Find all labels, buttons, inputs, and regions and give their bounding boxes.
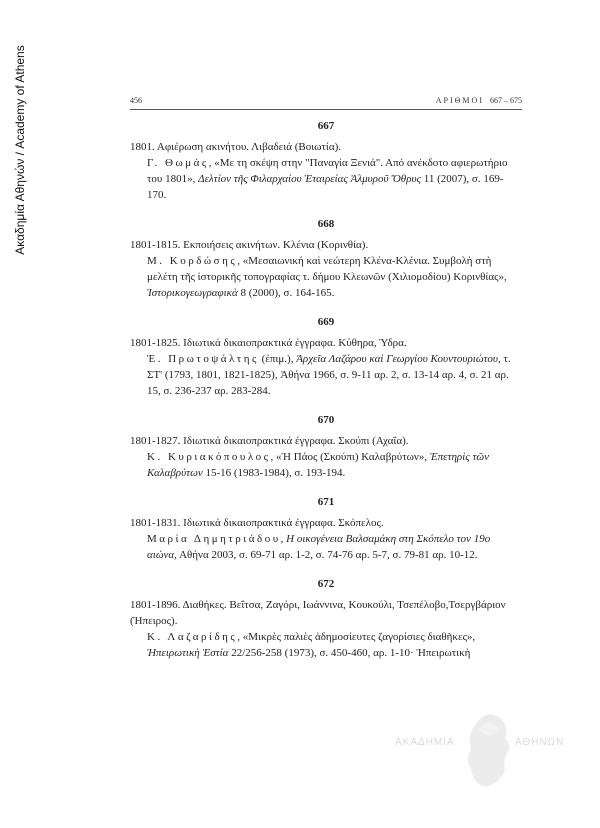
citation-details: 8 (2000), σ. 164-165. — [237, 287, 335, 299]
citation-text: , «Μικρὲς παλιὲς ἀδημοσίευτες ζαγορίσιες διαθῆκες», — [237, 631, 476, 643]
entry-667 — [130, 119, 522, 203]
citation-journal: Δελτίον τῆς Φιλαρχαίου Ἑταιρείας Ἁλμυροῦ Ὄθρυς — [198, 173, 421, 185]
citation-author: Ἐ. Πρωτοψάλτης — [147, 353, 259, 365]
entry-citation — [130, 449, 522, 481]
running-range: 667 – 675 — [490, 96, 522, 105]
citation-author: Μ. Κορδώσης — [147, 255, 238, 267]
header-rule — [130, 109, 522, 110]
entry-heading: 1801-1831. Ιδιωτικά δικαιοπρακτικά έγγραφα. Σκόπελος. — [130, 517, 384, 529]
entry-669 — [130, 315, 522, 399]
entry-heading: 1801-1896. Διαθήκες. Βεΐτσα, Ζαγόρι, Ιωάννινα, Κουκούλι, Τσεπέλοβο,Τσεργβάριον (Ήπειρος). — [130, 599, 506, 627]
running-title-text: ΑΡΙΘΜΟΙ — [435, 96, 484, 105]
watermark-text-left: ΑΚΑΔΗΜΙΑ — [395, 737, 455, 748]
entry-heading: 1801-1827. Ιδιωτικά δικαιοπρακτικά έγγραφα. Σκούπι (Αχαΐα). — [130, 435, 409, 447]
citation-journal: Ἠπειρωτικὴ Ἑστία — [147, 647, 229, 659]
entry-citation — [130, 253, 522, 301]
entry-number: 669 — [317, 316, 335, 328]
citation-journal: Ἱστορικογεωγραφικὰ — [147, 287, 238, 299]
side-archive-label — [0, 0, 40, 300]
entry-number: 670 — [317, 414, 335, 426]
entry-heading: 1801-1815. Εκποιήσεις ακινήτων. Κλένια (Κορινθία). — [130, 239, 369, 251]
citation-author: Μαρία Δημητριάδου — [147, 533, 281, 545]
citation-details: , Αθήνα 2003, σ. 69-71 αρ. 1-2, σ. 74-76 αρ. 5-7, σ. 79-81 αρ. 10-12. — [174, 549, 478, 561]
citation-details: 15-16 (1983-1984), σ. 193-194. — [202, 467, 346, 479]
citation-details: 22/256-258 (1973), σ. 450-460, αρ. 1-10· Ἠπειρωτικὴ — [228, 647, 471, 659]
citation-details: 11 (2007), σ. 169-170. — [147, 173, 504, 201]
citation-journal: Ἀρχεῖα Λαζάρου καὶ Γεωργίου Κουντουριώτου — [296, 353, 498, 365]
entry-672 — [130, 577, 522, 661]
citation-book: Η οικογένεια Βαλσαμάκη στη Σκόπελο τον 19ο αιώνα — [147, 533, 491, 561]
citation-journal: Ἐπετηρὶς τῶν Καλαβρύτων — [147, 451, 490, 479]
entry-number: 668 — [317, 218, 335, 230]
entry-citation — [130, 155, 522, 203]
entry-670 — [130, 413, 522, 481]
entry-citation — [130, 531, 522, 563]
citation-text: (ἐπιμ.), — [258, 353, 297, 365]
entry-671 — [130, 495, 522, 563]
citation-text: , «Μεσαιωνική καὶ νεώτερη Κλένα-Κλένια. Συμβολὴ στὴ μελέτη τῆς ἱστορικῆς τοπογραφίας τ. δήμου Κλεωνῶν (Χιλιομοδίου) Κορινθίας», — [147, 255, 507, 283]
entry-citation — [130, 629, 522, 661]
entry-number: 667 — [317, 120, 335, 132]
side-label-text: Ακαδημία Αθηνών / Academy of Athens — [13, 45, 27, 255]
entry-heading: 1801-1825. Ιδιωτικά δικαιοπρακτικά έγγραφα. Κύθηρα, Ύδρα. — [130, 337, 407, 349]
citation-author: Κ. Λαζαρίδης — [147, 631, 238, 643]
citation-author: Κ. Κυριακόπουλος — [147, 451, 271, 463]
entry-number: 672 — [317, 578, 335, 590]
athena-head-icon — [457, 705, 517, 795]
citation-text: , «Ἡ Πάος (Σκούπι) Καλαβρύτων», — [270, 451, 430, 463]
citation-author: Γ. Θωμάς — [147, 157, 209, 169]
academy-watermark — [395, 705, 595, 805]
entries-list — [130, 119, 522, 675]
running-title — [436, 96, 522, 105]
entry-number: 671 — [317, 496, 335, 508]
citation-text: , — [280, 533, 287, 545]
entry-citation — [130, 351, 522, 399]
page-header — [130, 96, 522, 110]
entry-heading: 1801. Αφιέρωση ακινήτου. Λιβαδειά (Βοιωτία). — [130, 141, 342, 153]
citation-text: , «Με τη σκέψη στην "Παναγία Ξενιά". Από ανέκδοτο αφιερωτήριο του 1801», — [147, 157, 508, 185]
watermark-text-right: ΑΘΗΝΩΝ — [515, 737, 565, 748]
citation-details: , τ. ΣΤ' (1793, 1801, 1821-1825), Ἀθήνα 1966, σ. 9-11 αρ. 2, σ. 13-14 αρ. 4, σ. 21 αρ. 15, σ. 236-237 αρ. 283-284. — [147, 353, 511, 397]
page-number: 456 — [130, 96, 142, 105]
entry-668 — [130, 217, 522, 301]
